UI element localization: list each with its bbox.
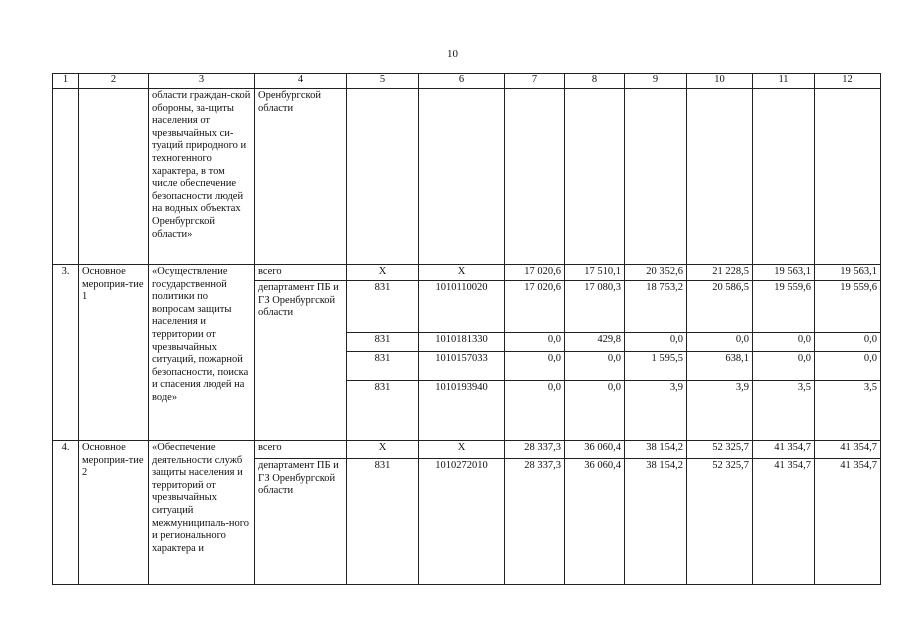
continuation-executor-cell: Оренбургской области [255, 89, 347, 265]
grbs-cell: 831 [347, 459, 419, 585]
grbs-cell: X [347, 265, 419, 281]
value-cell: 28 337,3 [505, 459, 565, 585]
csr-cell: 1010157033 [419, 352, 505, 381]
value-cell: 0,0 [753, 352, 815, 381]
value-cell: 1 595,5 [625, 352, 687, 381]
executor-cell: всего [255, 441, 347, 459]
value-cell: 21 228,5 [687, 265, 753, 281]
executor-cell: всего [255, 265, 347, 281]
value-cell: 36 060,4 [565, 441, 625, 459]
value-cell: 3,5 [815, 381, 881, 441]
value-cell: 0,0 [687, 333, 753, 352]
value-cell: 20 352,6 [625, 265, 687, 281]
value-cell: 3,5 [753, 381, 815, 441]
csr-cell: X [419, 265, 505, 281]
value-cell: 19 563,1 [753, 265, 815, 281]
value-cell: 41 354,7 [815, 441, 881, 459]
column-header: 1 [53, 74, 79, 89]
value-cell: 0,0 [625, 333, 687, 352]
value-cell: 38 154,2 [625, 441, 687, 459]
csr-cell: 1010193940 [419, 381, 505, 441]
value-cell: 17 020,6 [505, 265, 565, 281]
value-cell: 17 510,1 [565, 265, 625, 281]
value-cell: 0,0 [505, 381, 565, 441]
value-cell: 28 337,3 [505, 441, 565, 459]
grbs-cell: 831 [347, 352, 419, 381]
table-row [53, 265, 881, 281]
value-cell: 0,0 [565, 381, 625, 441]
grbs-cell: 831 [347, 333, 419, 352]
column-header: 3 [149, 74, 255, 89]
value-cell: 38 154,2 [625, 459, 687, 585]
grbs-cell: 831 [347, 281, 419, 333]
value-cell: 0,0 [753, 333, 815, 352]
value-cell: 20 586,5 [687, 281, 753, 333]
column-header: 10 [687, 74, 753, 89]
activity-name: «Осуществление государственной политики по вопросам защиты населения и территории от чрезвычайных ситуаций, пожарной безопасности, поиска и спасения людей на воде» [149, 265, 255, 441]
continuation-name-cell: области граждан-ской обороны, за-щиты населения от чрезвычайных си-туаций природного и техногенного характера, в том числе обеспечение безопасности людей на водных объектах Оренбургской области» [149, 89, 255, 265]
csr-cell: 1010181330 [419, 333, 505, 352]
value-cell: 0,0 [505, 333, 565, 352]
activity-name: «Обеспечение деятельности служб защиты населения и территорий от чрезвычайных ситуаций межмуниципаль-ного и регионального характера и [149, 441, 255, 585]
column-header: 2 [79, 74, 149, 89]
value-cell: 3,9 [625, 381, 687, 441]
value-cell: 17 080,3 [565, 281, 625, 333]
table-row-continuation [53, 89, 881, 265]
value-cell: 52 325,7 [687, 459, 753, 585]
value-cell: 0,0 [815, 352, 881, 381]
program-table [52, 73, 881, 585]
value-cell: 41 354,7 [815, 459, 881, 585]
activity-type: Основное мероприя-тие 1 [79, 265, 149, 441]
grbs-cell: X [347, 441, 419, 459]
row-number: 3. [53, 265, 79, 441]
activity-type: Основное мероприя-тие 2 [79, 441, 149, 585]
value-cell: 19 559,6 [815, 281, 881, 333]
csr-cell: X [419, 441, 505, 459]
executor-cell [255, 281, 347, 441]
grbs-cell: 831 [347, 381, 419, 441]
header-row [53, 74, 881, 89]
value-cell: 41 354,7 [753, 459, 815, 585]
row-number: 4. [53, 441, 79, 585]
csr-cell: 1010110020 [419, 281, 505, 333]
value-cell: 0,0 [505, 352, 565, 381]
value-cell: 0,0 [815, 333, 881, 352]
column-header: 7 [505, 74, 565, 89]
column-header: 6 [419, 74, 505, 89]
executor-name: департамент ПБ и ГЗ Оренбургской области [258, 282, 339, 319]
column-header: 9 [625, 74, 687, 89]
csr-cell: 1010272010 [419, 459, 505, 585]
value-cell: 19 563,1 [815, 265, 881, 281]
value-cell: 638,1 [687, 352, 753, 381]
page-number: 10 [447, 48, 458, 60]
column-header: 11 [753, 74, 815, 89]
column-header: 8 [565, 74, 625, 89]
column-header: 4 [255, 74, 347, 89]
column-header: 12 [815, 74, 881, 89]
value-cell: 3,9 [687, 381, 753, 441]
value-cell: 429,8 [565, 333, 625, 352]
value-cell: 18 753,2 [625, 281, 687, 333]
table-row [53, 441, 881, 459]
value-cell: 19 559,6 [753, 281, 815, 333]
value-cell: 0,0 [565, 352, 625, 381]
value-cell: 17 020,6 [505, 281, 565, 333]
value-cell: 52 325,7 [687, 441, 753, 459]
value-cell: 41 354,7 [753, 441, 815, 459]
executor-cell: департамент ПБ и ГЗ Оренбургской области [255, 459, 347, 585]
value-cell: 36 060,4 [565, 459, 625, 585]
column-header: 5 [347, 74, 419, 89]
